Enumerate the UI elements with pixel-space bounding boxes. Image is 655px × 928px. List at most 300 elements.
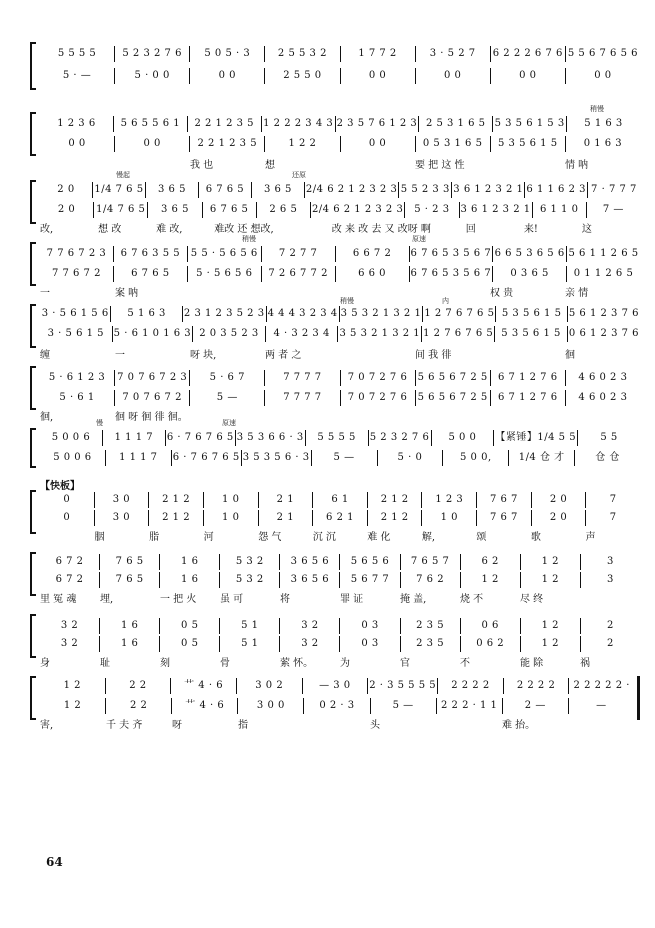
- score-system-6: [30, 366, 640, 424]
- lyric: 亲 情: [565, 288, 589, 299]
- measure: 6 7 6 5: [202, 202, 256, 218]
- measure: 2 —: [502, 698, 568, 714]
- lyric: [304, 716, 370, 730]
- tempo-marking: 原速: [412, 235, 426, 243]
- measure: 2/4 6 2 1 2 3 2 3: [310, 202, 404, 218]
- measure: 0 1 6 3: [565, 136, 640, 152]
- lyric: 徊,: [40, 412, 54, 423]
- measure: 3 0 0: [237, 698, 303, 714]
- measure: 1 2: [520, 554, 580, 570]
- score-system-2: [30, 105, 640, 171]
- measure: 0 0: [340, 136, 415, 152]
- measure: 2 1 2: [367, 510, 422, 526]
- measure: 7 6 5 7: [400, 554, 460, 570]
- measure: 0 5 3 1 6 5: [415, 136, 490, 152]
- score-system-3: [30, 171, 640, 238]
- upper-staff: [40, 246, 640, 262]
- lyric: [568, 716, 634, 730]
- measure: 1 2 2 2 3 4 3: [261, 116, 335, 132]
- measure: 1 1 1 7: [102, 430, 165, 446]
- measure: 2 5 3 1 6 5: [418, 116, 492, 132]
- measure: 7 7 7 7: [264, 370, 339, 386]
- system-brace: [30, 676, 36, 720]
- lyric: 案 呐: [115, 288, 139, 299]
- measure: 5 1: [219, 618, 279, 634]
- measure: 1 2 3 6: [57, 118, 96, 129]
- measure: 1 2 3: [421, 492, 476, 508]
- lyric: 难 改,: [156, 224, 183, 235]
- measure: 0 0: [340, 68, 415, 84]
- measure: 2 3 5 7 6 1 2 3: [335, 116, 419, 132]
- measure: 5 · 0 0: [114, 68, 189, 84]
- lyric: 缠: [40, 350, 50, 361]
- lyric: 将: [280, 594, 290, 605]
- lower-staff: [40, 266, 640, 282]
- lyric: 尽 终: [520, 594, 544, 605]
- lyrics-line: [40, 716, 634, 730]
- system-brace: [30, 614, 36, 658]
- lower-staff: [40, 68, 640, 84]
- measure: 5 5 · 5 6 5 6: [187, 246, 261, 262]
- lyric: 呀 块,: [190, 350, 217, 361]
- measure: 3 6 1 2 3 2 1: [459, 202, 532, 218]
- measure: 2 2: [105, 698, 171, 714]
- measure: 2 1 2: [148, 510, 203, 526]
- measure: 7 6 7: [476, 510, 531, 526]
- measure: 6 2: [460, 554, 520, 570]
- measure: 5 6 1 1 2 6 5: [566, 246, 640, 262]
- measure: 1 2 7 6 7 6 5: [421, 326, 494, 342]
- measure: 5 0 0: [431, 430, 494, 446]
- system-brace: [30, 242, 36, 286]
- measure: 5 0 0,: [442, 450, 508, 466]
- section-label: 【快板】: [40, 481, 80, 492]
- measure: 3 5 3 2 1 3 2 1: [337, 326, 421, 342]
- measure: 3 0 2: [236, 678, 302, 694]
- measure: 6 6 5 3 6 5 6: [492, 246, 566, 262]
- measure: 2: [580, 618, 640, 634]
- measure: 0: [63, 494, 71, 505]
- measure: 6 1: [312, 492, 367, 508]
- lyric: [190, 284, 265, 298]
- measure: 1 6: [99, 618, 159, 634]
- measure: 2 3 1 2 3 5 2 3: [182, 306, 266, 322]
- lyric: 一: [115, 350, 125, 361]
- measure: 6 1 1 6 2 3: [524, 182, 587, 198]
- lyric: [340, 346, 415, 360]
- measure: 4 6 0 2 3: [565, 370, 640, 386]
- measure: 6 7 6 5: [113, 266, 187, 282]
- lyric: 改,: [40, 224, 54, 235]
- lyric: 颂: [476, 532, 487, 543]
- measure: 1 2: [460, 572, 520, 588]
- score-system-4: [30, 235, 640, 300]
- measure: 6 7 1 2 7 6: [490, 390, 565, 406]
- measure: 4 6 0 2 3: [565, 390, 640, 406]
- lyric: 呀: [172, 720, 182, 731]
- lyric: [340, 156, 415, 170]
- measure: 5 5 6 7 6 5 6: [565, 46, 640, 62]
- measure: 5 3 2: [219, 572, 279, 588]
- measure: 5 6 7 7: [339, 572, 399, 588]
- system-brace: [30, 490, 36, 534]
- measure: 7 6 2: [400, 572, 460, 588]
- lyric: [565, 408, 640, 422]
- tempo-marking: 稍慢: [590, 105, 604, 113]
- lyric: 歌: [530, 532, 541, 543]
- upper-staff: [40, 116, 640, 132]
- measure: 3 5 3 6 6 · 3: [235, 430, 305, 446]
- lyric: 害,: [40, 720, 54, 731]
- lyric: 沉 沉: [312, 532, 336, 543]
- measure: 3 · 5 6 1 5 6: [41, 308, 109, 319]
- measure: 1 2: [520, 636, 580, 652]
- upper-staff: [40, 306, 640, 322]
- measure: 5 5: [577, 430, 640, 446]
- measure: 0 1 1 2 6 5: [566, 266, 640, 282]
- measure: 5 1 6 3: [110, 306, 181, 322]
- lyric: 想 改: [98, 224, 122, 235]
- measure: 2 1: [258, 510, 313, 526]
- measure: 0 0: [490, 68, 565, 84]
- measure: 7 7 6 7 2: [51, 268, 101, 279]
- lyric: [265, 284, 340, 298]
- measure: 7 6 7: [476, 492, 531, 508]
- lyric: 河: [203, 532, 214, 543]
- lyric: [40, 528, 95, 542]
- measure: 5 5 5 5: [305, 430, 368, 446]
- measure: 2: [580, 636, 640, 652]
- measure: 5 —: [370, 698, 436, 714]
- lyric: 官: [400, 658, 410, 669]
- measure: 6 7 2: [55, 574, 84, 585]
- measure: 5 · 2 3: [404, 202, 458, 218]
- measure: 5 1: [219, 636, 279, 652]
- lyric: 萦 怀。: [280, 658, 314, 669]
- lyric: [490, 408, 565, 422]
- lyrics-line: [40, 408, 640, 422]
- measure: 2 5 5 0: [264, 68, 339, 84]
- measure: 2 2 1 2 3 5: [189, 136, 264, 152]
- lyric: 刻: [160, 658, 170, 669]
- upper-staff: [40, 618, 640, 634]
- lyric: 怨 气: [258, 532, 282, 543]
- measure: 0 0: [68, 138, 86, 149]
- measure: 5 6 5 6 7 2 5: [415, 390, 490, 406]
- measure: 1/4 仓 才: [508, 450, 574, 466]
- measure: 1 2 7 6 7 6 5: [422, 306, 495, 322]
- measure: 5 0 0 6: [51, 432, 91, 443]
- tempo-marking: 原速: [222, 419, 236, 427]
- measure: 3 0: [94, 510, 149, 526]
- measure: 3 2: [60, 638, 79, 649]
- measure: 5 · 6 1 2 3: [48, 372, 106, 383]
- lyric: 难 抬。: [502, 720, 536, 731]
- score-system-8: [30, 490, 640, 548]
- measure: 2 2 2 2 2 ·: [568, 678, 634, 694]
- lyric: 祸: [580, 658, 590, 669]
- lyrics-line: [40, 346, 640, 360]
- measure: 2 0: [531, 492, 586, 508]
- measure: 5 2 3 2 7 6: [368, 430, 431, 446]
- lyric: 难改 还 想改,: [214, 224, 274, 235]
- lyric: [580, 590, 640, 604]
- measure: 3: [580, 572, 640, 588]
- lyric: 声: [585, 532, 596, 543]
- system-brace: [30, 112, 36, 156]
- measure: 3 5 3 2 1 3 2 1: [339, 306, 423, 322]
- measure: 2 0: [57, 204, 76, 215]
- measure: 6 7 6 5 3 5 6 7: [409, 246, 493, 262]
- measure: 5 · 6 7: [189, 370, 264, 386]
- measure: 7 7 6 7 2 3: [46, 248, 107, 259]
- lyric: [436, 716, 502, 730]
- measure: 1/4 7 6 5: [92, 182, 145, 198]
- lyric: 虽 可: [220, 594, 244, 605]
- measure: 2 3 5: [400, 636, 460, 652]
- measure: 2 2 1 2 3 5: [187, 116, 261, 132]
- measure: 1 1 1 7: [105, 450, 171, 466]
- measure: 5 · —: [62, 70, 92, 81]
- score-system-10: [30, 614, 640, 672]
- measure: 3: [580, 554, 640, 570]
- measure: 0 0: [415, 68, 490, 84]
- upper-staff: [40, 430, 640, 446]
- lyric: 这: [581, 224, 592, 235]
- measure: 7 0 7 6 7 2: [114, 390, 189, 406]
- measure: 7 · 7 7 7: [587, 182, 640, 198]
- lower-staff: [40, 572, 640, 588]
- lyric: 一 把 火: [160, 594, 197, 605]
- score-system-9: [30, 552, 640, 610]
- lyric: 徊: [565, 350, 575, 361]
- lower-staff: [40, 510, 640, 526]
- lyrics-line: [40, 654, 640, 668]
- measure: 2 3 5: [400, 618, 460, 634]
- measure: 5 5 2 3 3: [398, 182, 451, 198]
- score-system-7: [30, 419, 640, 468]
- measure: 6 6 0: [335, 266, 409, 282]
- lower-staff: [40, 636, 640, 652]
- measure: 1 2 2: [264, 136, 339, 152]
- measure: 1 2: [63, 700, 82, 711]
- measure: 0 6 2: [460, 636, 520, 652]
- measure: 1 6: [99, 636, 159, 652]
- lower-staff: [40, 136, 640, 152]
- measure: 3 · 5 6 1 5: [47, 328, 105, 339]
- measure: 5 1 6 3: [566, 116, 640, 132]
- measure: 4 4 4 3 2 3 4: [266, 306, 339, 322]
- lyric: 我 也: [190, 160, 214, 171]
- measure: 【紧锤】1/4 5 5: [493, 430, 577, 446]
- measure: 3 2: [279, 636, 339, 652]
- lower-staff: [40, 450, 640, 466]
- lyric: 解,: [421, 532, 436, 543]
- measure: 7 —: [586, 202, 640, 218]
- lyric: 改 来 改 去 又 改: [331, 224, 408, 235]
- upper-staff: [40, 554, 640, 570]
- measure: 2 5 5 3 2: [264, 46, 339, 62]
- measure: 7 0 7 2 7 6: [340, 390, 415, 406]
- lyric: 要 把 这 性: [415, 160, 465, 171]
- lyric: 里 冤 魂: [40, 594, 77, 605]
- tempo-marking: 还原: [292, 171, 306, 179]
- measure: 2 · 3 5 5 5 5: [367, 678, 437, 694]
- measure: 5 0 5 · 3: [189, 46, 264, 62]
- measure: 7 0 7 6 7 2 3: [114, 370, 189, 386]
- measure: 4 · 3 2 3 4: [265, 326, 338, 342]
- measure: 1 0: [421, 510, 476, 526]
- lyrics-line: [40, 220, 640, 234]
- measure: 3 0: [94, 492, 149, 508]
- measure: 5 3 5 6 1 5: [490, 136, 565, 152]
- tempo-marking: 慢起: [116, 171, 130, 179]
- measure: 艹 4 · 6: [170, 678, 236, 694]
- measure: 6 6 7 2: [335, 246, 409, 262]
- lyric: [490, 346, 565, 360]
- lyric: 难 化: [367, 532, 391, 543]
- final-barline: [637, 676, 640, 720]
- lyric: [490, 156, 565, 170]
- measure: 5 · 6 1: [59, 392, 95, 403]
- measure: 1 2: [63, 680, 82, 691]
- measure: — 3 0: [302, 678, 368, 694]
- lower-staff: [40, 698, 634, 714]
- measure: 7 2 7 7: [261, 246, 335, 262]
- score-system-1: [30, 42, 640, 90]
- measure: 艹 4 · 6: [171, 698, 237, 714]
- measure: 7 7 7 7: [264, 390, 339, 406]
- system-brace: [30, 552, 36, 596]
- measure: 3 6 5: [145, 182, 198, 198]
- measure: 3 6 1 2 3 2 1: [451, 182, 524, 198]
- measure: 7: [585, 492, 640, 508]
- measure: 0 0: [189, 68, 264, 84]
- lyric: 为: [340, 658, 350, 669]
- measure: 1/4 7 6 5: [93, 202, 147, 218]
- measure: 3 6 5 6: [279, 572, 339, 588]
- measure: 3 2: [279, 618, 339, 634]
- measure: 1 0: [203, 492, 258, 508]
- lyric: 情 呐: [565, 160, 589, 171]
- system-brace: [30, 180, 36, 224]
- measure: 7 2 6 7 7 2: [261, 266, 335, 282]
- upper-staff: [40, 492, 640, 508]
- measure: 5 6 5 5 6 1: [113, 116, 187, 132]
- measure: 2/4 6 2 1 2 3 2 3: [304, 182, 398, 198]
- page-number: 64: [46, 855, 63, 869]
- lyric: 指: [238, 720, 248, 731]
- measure: 1 6: [159, 572, 219, 588]
- measure: 7 0 7 2 7 6: [340, 370, 415, 386]
- measure: 6 7 1 2 7 6: [490, 370, 565, 386]
- upper-staff: [40, 182, 640, 198]
- measure: 5 · 5 6 5 6: [187, 266, 261, 282]
- score-system-5: [30, 297, 640, 362]
- lyric: 骨: [220, 658, 230, 669]
- lyric: 身: [40, 658, 50, 669]
- lyric: 耻: [100, 658, 110, 669]
- lyric: [40, 156, 115, 170]
- system-brace: [30, 304, 36, 348]
- measure: 6 · 7 6 7 6 5: [171, 450, 241, 466]
- measure: 5 0 0 6: [53, 452, 92, 463]
- system-brace: [30, 428, 36, 468]
- measure: 2 2: [105, 678, 171, 694]
- lyric: 能 除: [520, 658, 544, 669]
- system-brace: [30, 366, 36, 410]
- lyric: 两 者 之: [265, 350, 302, 361]
- tempo-marking: 稍慢: [242, 235, 256, 243]
- measure: 6 · 7 6 7 6 5: [165, 430, 235, 446]
- lower-staff: [40, 202, 640, 218]
- measure: 0 6 1 2 3 7 6: [567, 326, 640, 342]
- measure: 2 2 2 2: [437, 678, 503, 694]
- measure: 0 3 6 5: [492, 266, 566, 282]
- lyrics-line: [40, 590, 640, 604]
- upper-staff: [40, 678, 634, 694]
- lyric: 权 贵: [490, 288, 514, 299]
- lyric: 徊 呀 徊 徘 徊。: [115, 412, 188, 423]
- lyric: [115, 156, 190, 170]
- measure: 6 7 6 3 5 5: [113, 246, 187, 262]
- measure: 1 7 7 2: [340, 46, 415, 62]
- measure: 2 2 2 2: [503, 678, 569, 694]
- upper-staff: [40, 370, 640, 386]
- lyric: 间 我 徘: [415, 350, 452, 361]
- measure: 6 7 2: [55, 556, 84, 567]
- system-brace: [30, 42, 36, 90]
- measure: 0 0: [114, 136, 189, 152]
- measure: 5 3 5 6 1 5 3: [492, 116, 566, 132]
- measure: 6 2 1: [312, 510, 367, 526]
- measure: 3 6 5: [251, 182, 304, 198]
- measure: 3 6 5: [147, 202, 201, 218]
- lyric: 脂: [149, 532, 160, 543]
- lyric: 呀 啊: [407, 224, 431, 235]
- lyric: 不: [460, 658, 470, 669]
- measure: 5 6 5 6: [339, 554, 399, 570]
- lower-staff: [40, 390, 640, 406]
- lyric: 回: [465, 224, 476, 235]
- lyric: [340, 408, 415, 422]
- lyric: 掩 盖,: [400, 594, 427, 605]
- measure: 5 —: [311, 450, 377, 466]
- measure: 2 2 2 · 1 1: [436, 698, 502, 714]
- measure: 5 6 5 6 7 2 5: [415, 370, 490, 386]
- measure: 5 3 5 6 1 5: [495, 306, 566, 322]
- measure: 5 6 1 2 3 7 6: [567, 306, 640, 322]
- measure: 0 5: [159, 618, 219, 634]
- tempo-marking: 内: [442, 297, 449, 305]
- measure: 6 7 6 5 3 5 6 7: [409, 266, 493, 282]
- measure: 6 7 6 5: [198, 182, 251, 198]
- measure: 3 6 5 6: [279, 554, 339, 570]
- lyric: [415, 284, 490, 298]
- measure: 0 6: [460, 618, 520, 634]
- lyric: 想: [265, 160, 275, 171]
- measure: 5 2 3 2 7 6: [114, 46, 189, 62]
- measure: 0 0: [565, 68, 640, 84]
- lyric: 烧 不: [460, 594, 484, 605]
- measure: 2 0 3 5 2 3: [192, 326, 265, 342]
- measure: 7: [585, 510, 640, 526]
- measure: 0 5: [159, 636, 219, 652]
- lyrics-line: [40, 156, 640, 170]
- measure: 2 1 2: [367, 492, 422, 508]
- measure: 0 2 · 3: [303, 698, 369, 714]
- measure: 6 1 1 0: [532, 202, 586, 218]
